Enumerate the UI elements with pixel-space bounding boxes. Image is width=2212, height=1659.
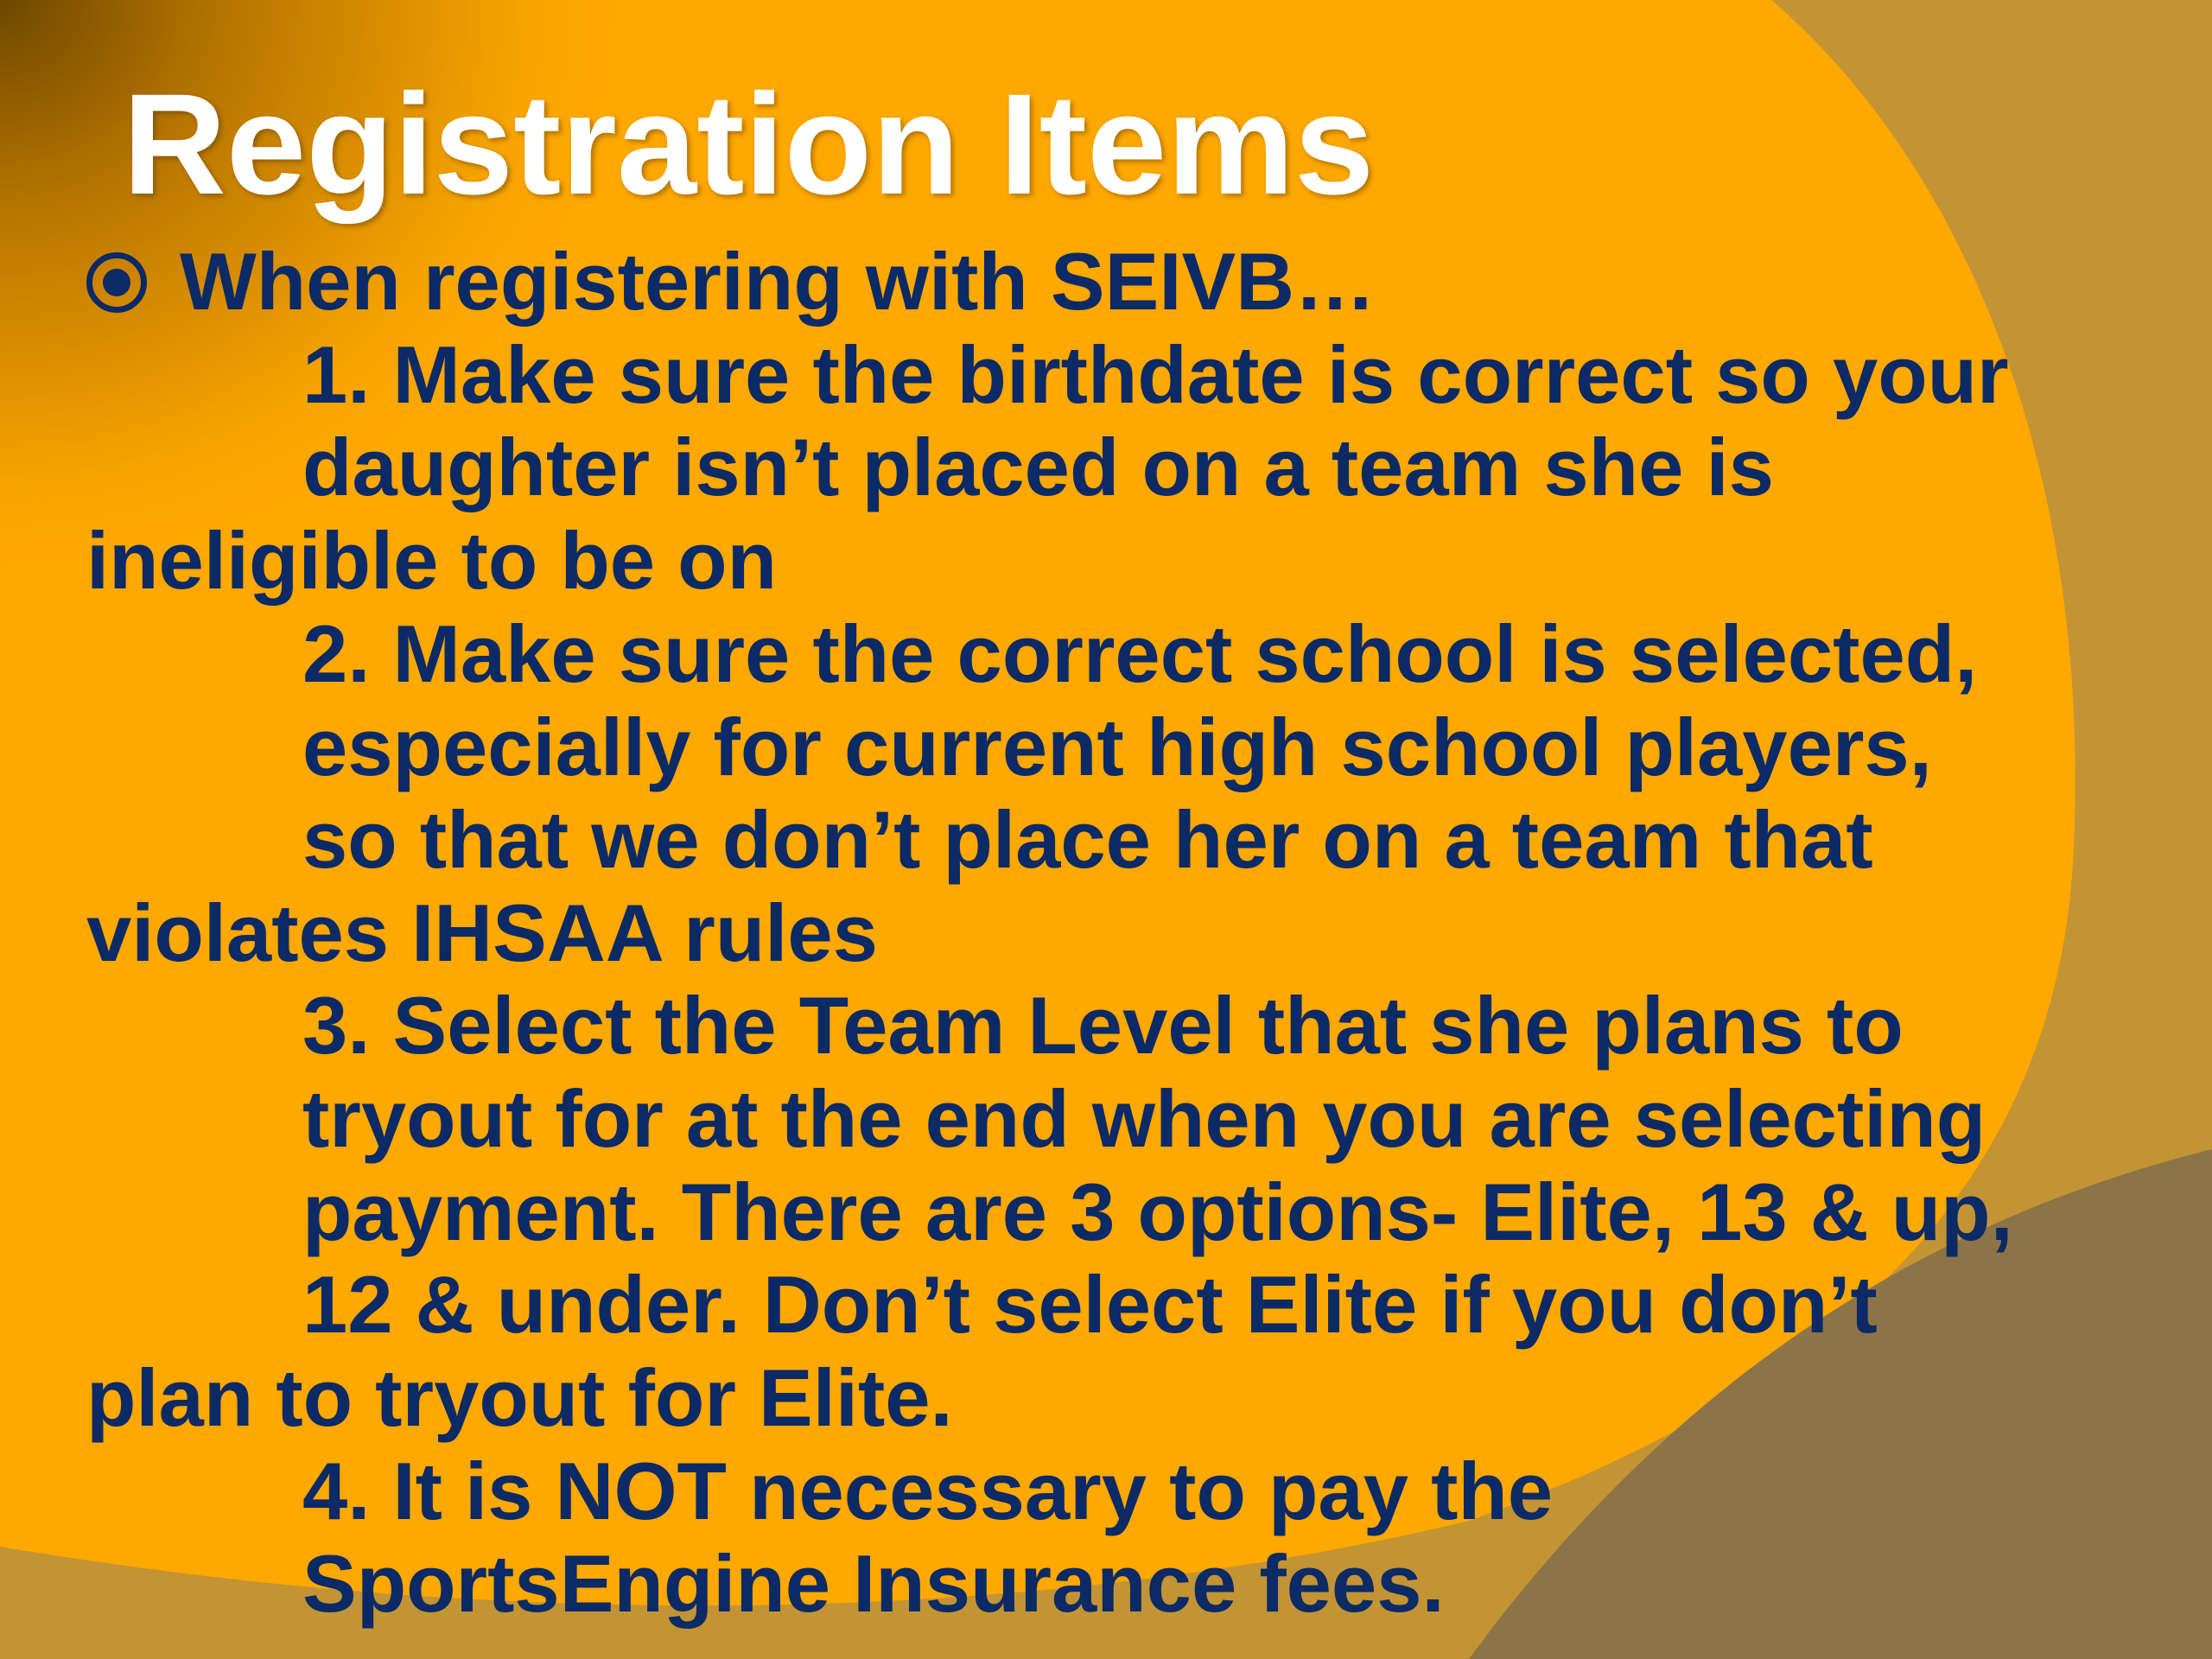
slide-title: Registration Items: [123, 65, 1375, 225]
item-2-line-4: violates IHSAA rules: [86, 887, 878, 978]
item-2-line-2: especially for current high school players,: [302, 702, 1932, 792]
intro-text: When registering with SEIVB…: [180, 236, 1376, 327]
item-1-line-3: ineligible to be on: [86, 515, 777, 606]
item-3-line-4: 12 & under. Don’t select Elite if you don’t: [302, 1259, 1878, 1350]
item-4-line-1: 4. It is NOT necessary to pay the: [302, 1446, 1554, 1536]
item-3-line-1: 3. Select the Team Level that she plans to: [302, 980, 1904, 1071]
item-1-line-2: daughter isn’t placed on a team she is: [302, 422, 1774, 512]
bullet-intro-line: [86, 235, 1376, 328]
item-3-line-5: plan to tryout for Elite.: [86, 1352, 953, 1443]
item-3-line-2: tryout for at the end when you are selecting: [302, 1073, 1986, 1164]
item-2-line-3: so that we don’t place her on a team that: [302, 794, 1873, 885]
radio-bullet-icon: [86, 252, 147, 313]
item-4-line-2: SportsEngine Insurance fees.: [302, 1538, 1445, 1629]
item-1-line-1: 1. Make sure the birthdate is correct so your: [302, 329, 2009, 420]
item-2-line-1: 2. Make sure the correct school is selected,: [302, 608, 1978, 699]
item-3-line-3: payment. There are 3 options- Elite, 13 & up,: [302, 1166, 2013, 1257]
